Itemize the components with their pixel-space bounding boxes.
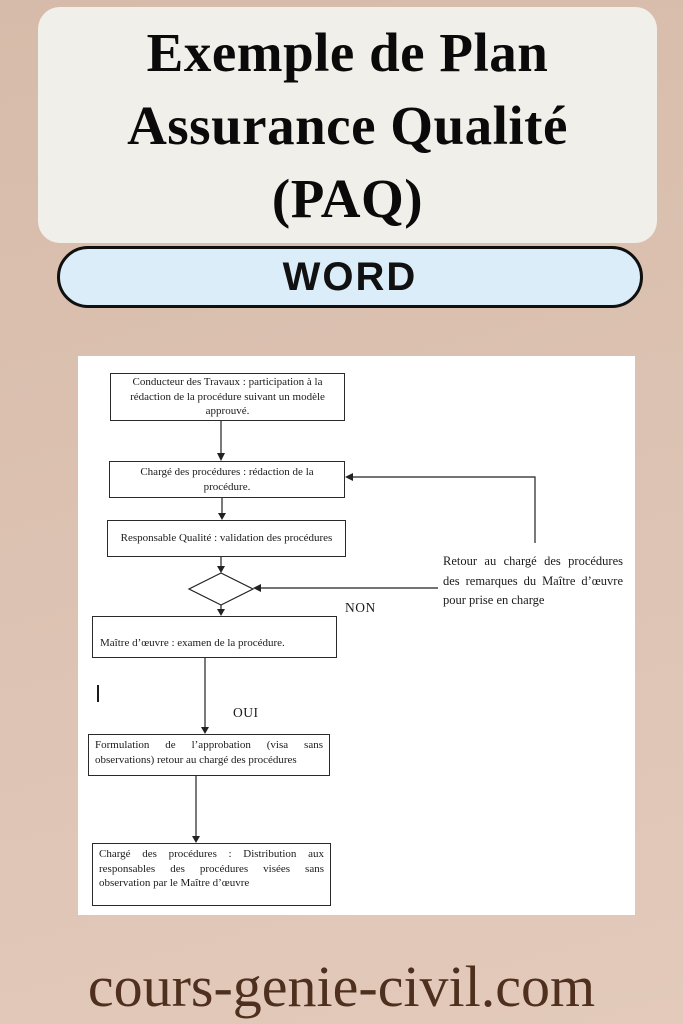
decision-diamond (189, 573, 253, 605)
text-cursor-artifact (97, 685, 99, 702)
word-badge (57, 246, 643, 308)
page-title-line-2: Assurance Qualité (127, 94, 568, 156)
flow-step-distribution (92, 843, 331, 906)
title-card (38, 7, 657, 243)
flow-step-text: Maître d’œuvre : examen de la procédure. (100, 636, 285, 649)
page-title-line-1: Exemple de Plan (146, 21, 549, 83)
label-non: NON (345, 600, 376, 615)
flow-step-maitre-oeuvre (92, 616, 337, 658)
label-oui: OUI (233, 705, 259, 720)
page-title-line-3: (PAQ) (271, 167, 424, 229)
word-badge-label: WORD (282, 254, 418, 299)
flow-step-conducteur (110, 373, 345, 421)
flow-step-text: Chargé des procédures : rédaction de la procédure. (140, 466, 314, 493)
flow-step-formulation (88, 734, 330, 776)
flow-step-text: Conducteur des Travaux : participation à la rédaction de la procédure suivant un modèle approuvé. (130, 376, 325, 418)
flow-step-text: Chargé des procédures : Distribution aux responsables des procédures visées sans observation par le Maître d’œuvre (99, 848, 324, 889)
flow-step-responsable-qualite (107, 520, 346, 557)
site-footer: cours-genie-civil.com (87, 953, 596, 1019)
document-panel (78, 356, 635, 915)
flow-step-text: Responsable Qualité : validation des procédures (120, 532, 333, 545)
side-note-retour: Retour au chargé des procédures des remarques du Maître d’œuvre pour prise en charge (443, 554, 623, 607)
flow-step-text: Formulation de l’approbation (visa sans observations) retour au chargé des procédures (95, 739, 323, 766)
flow-step-charge-redaction (109, 461, 345, 498)
